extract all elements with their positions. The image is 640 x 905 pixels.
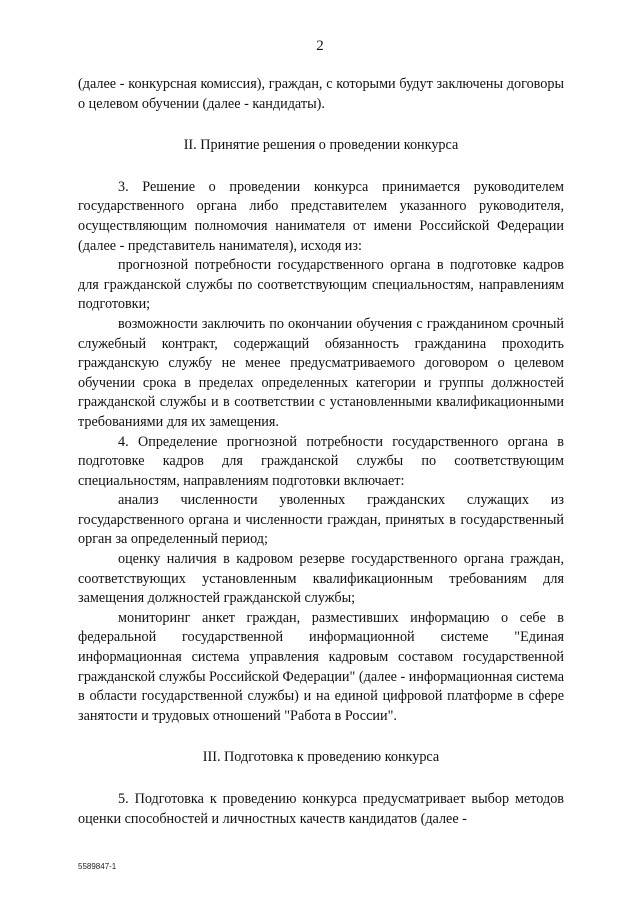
paragraph-continuation: (далее - конкурсная комиссия), граждан, с которыми будут заключены договоры о целевом обучении (далее - кандидаты).: [78, 76, 564, 112]
paragraph-5: 5. Подготовка к проведению конкурса предусматривает выбор методов оценки способностей и личностных качеств кандидатов (далее -: [78, 791, 564, 827]
paragraph-4: 4. Определение прогнозной потребности государственного органа в подготовке кадров для гражданской службы по соответствующим специальностям, направлениям подготовки включает:: [78, 433, 564, 489]
paragraph-4-item-b: оценку наличия в кадровом резерве государственного органа граждан, соответствующих установленным квалификационным требованиям для замещения должностей гражданской службы;: [78, 551, 564, 607]
section-heading-3: III. Подготовка к проведению конкурса: [202, 749, 440, 766]
document-body: [78, 75, 564, 829]
page-number: 2: [316, 38, 324, 54]
paragraph-3-item-b: возможности заключить по окончании обучения с гражданином срочный служебный контракт, содержащий обязанность гражданина проходить гражданскую службу не менее предусматриваемого договором о целевом обучении срока в пределах определенных категории и группы должностей гражданской службы и в соответствии с установленными квалификационными требованиями для их замещения.: [78, 315, 564, 430]
paragraph-4-item-c: мониторинг анкет граждан, разместивших информацию о себе в федеральной государственной информационной системе "Единая информационная система управления кадровым составом государственной гражданской службы Российской Федерации" (далее - информационная система в области государственной службы) и на единой цифровой платформе в сфере занятости и трудовых отношений "Работа в России".: [78, 609, 564, 724]
paragraph-3-item-a: прогнозной потребности государственного органа в подготовке кадров для гражданской службы по соответствующим специальностям, направлениям подготовки;: [78, 257, 564, 313]
paragraph-4-item-a: анализ численности уволенных гражданских служащих из государственного органа и численности граждан, принятых в государственный орган за определенный период;: [78, 492, 564, 548]
paragraph-3: 3. Решение о проведении конкурса принимается руководителем государственного органа либо представителем указанного руководителя, осуществляющим полномочия нанимателя от имени Российской Федерации (далее - представитель нанимателя), исходя из:: [78, 178, 564, 254]
section-heading-2: II. Принятие решения о проведении конкурса: [183, 137, 459, 154]
document-code: 5589847-1: [78, 862, 117, 871]
